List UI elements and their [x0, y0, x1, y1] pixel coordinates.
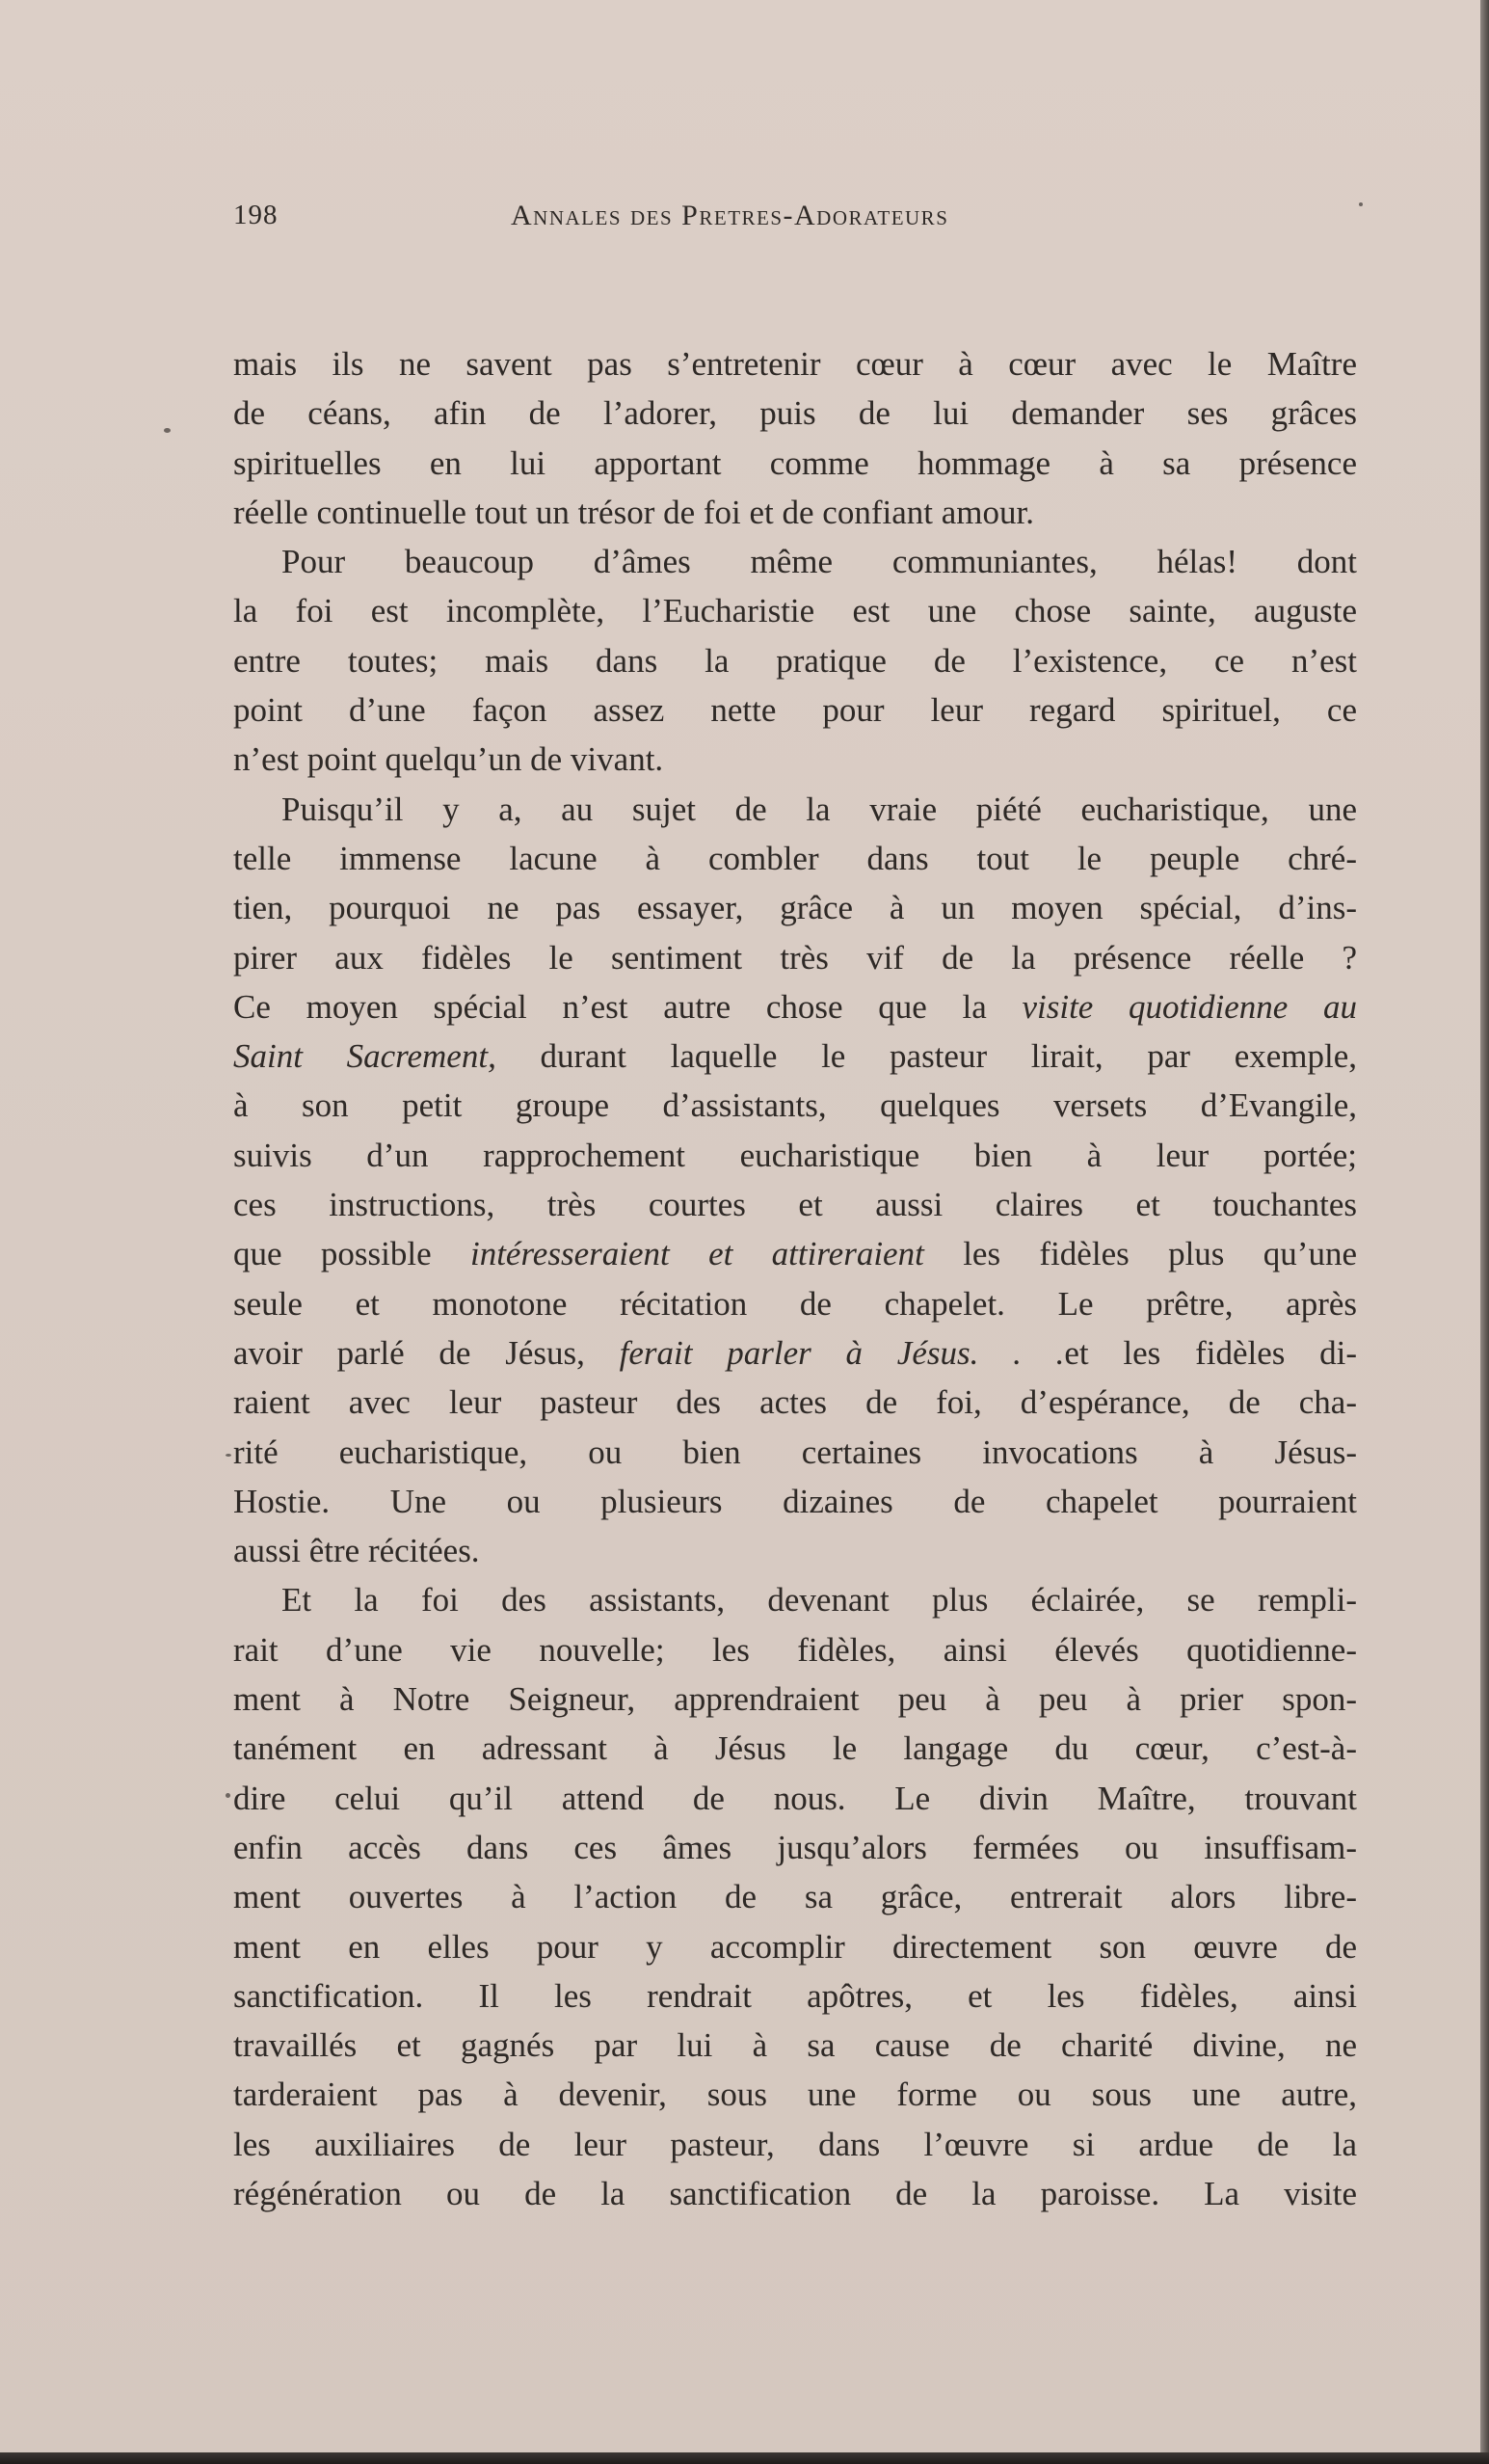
text-line	[233, 1575, 1357, 1624]
line-text: Pour beaucoup d’âmes même communiantes, hélas! dont	[281, 543, 1357, 581]
text-line	[233, 339, 1357, 388]
text-line	[233, 2021, 1357, 2070]
line-text: ment à Notre Seigneur, apprendraient peu à peu à prier spon-	[233, 1680, 1357, 1719]
line-text: travaillés et gagnés par lui à sa cause de charité divine, ne	[233, 2026, 1357, 2065]
text-line	[233, 586, 1357, 635]
line-text: à son petit groupe d’assistants, quelques versets d’Evangile,	[233, 1086, 1357, 1125]
line-text: rité eucharistique, ou bien certaines invocations à Jésus-	[233, 1433, 1357, 1471]
text-line	[233, 1378, 1357, 1427]
line-text: pirer aux fidèles le sentiment très vif de la présence réelle ?	[233, 938, 1357, 977]
line-text: de céans, afin de l’adorer, puis de lui demander ses grâces	[233, 394, 1357, 433]
line-text: aussi être récitées.	[233, 1532, 480, 1570]
text-line	[233, 1180, 1357, 1229]
text-line	[233, 1823, 1357, 1872]
text-line	[233, 2120, 1357, 2169]
page-speck	[164, 428, 171, 433]
text-line	[233, 1081, 1357, 1130]
text-line	[233, 537, 1357, 586]
text-line	[233, 1328, 1357, 1378]
page-edge-right	[1480, 0, 1489, 2464]
line-text: avoir parlé de Jésus,	[233, 1333, 620, 1372]
text-line	[233, 834, 1357, 883]
page-edge-bottom	[0, 2452, 1489, 2464]
text-line	[233, 1526, 1357, 1575]
line-text: ces instructions, très courtes et aussi claires et touchantes	[233, 1186, 1357, 1224]
text-line	[233, 735, 1357, 784]
line-text: point d’une façon assez nette pour leur regard spirituel, ce	[233, 691, 1357, 730]
line-text: et les fidèles di-	[1064, 1333, 1357, 1372]
body-text	[233, 339, 1357, 2218]
line-text: enfin accès dans ces âmes jusqu’alors fermées ou insuffisam-	[233, 1828, 1357, 1866]
running-title: Annales des Pretres-Adorateurs	[511, 200, 949, 231]
text-line	[233, 636, 1357, 685]
line-text: raient avec leur pasteur des actes de foi, d’espérance, de cha-	[233, 1383, 1357, 1422]
text-line	[233, 1872, 1357, 1921]
italic-text: ferait parler à Jésus. . .	[619, 1333, 1065, 1372]
text-line	[233, 1971, 1357, 2021]
page-speck	[226, 1793, 230, 1798]
text-line	[233, 1724, 1357, 1773]
text-line	[233, 2070, 1357, 2119]
line-text: Ce moyen spécial n’est autre chose que la	[233, 987, 1023, 1026]
text-line	[233, 1229, 1357, 1278]
line-text: dire celui qu’il attend de nous. Le divin Maître, trouvant	[233, 1779, 1357, 1817]
line-text: les fidèles plus qu’une	[923, 1235, 1357, 1273]
line-text: régénération ou de la sanctification de la paroisse. La visite	[233, 2174, 1357, 2212]
text-line	[233, 1031, 1357, 1081]
text-line	[233, 685, 1357, 735]
line-text: réelle continuelle tout un trésor de foi et de confiant amour.	[233, 493, 1034, 531]
line-text: Hostie. Une ou plusieurs dizaines de chapelet pourraient	[233, 1482, 1357, 1520]
line-text: telle immense lacune à combler dans tout le peuple chré-	[233, 839, 1357, 877]
text-line	[233, 1428, 1357, 1477]
line-text: mais ils ne savent pas s’entretenir cœur à cœur avec le Maître	[233, 345, 1357, 383]
line-text: la foi est incomplète, l’Eucharistie est une chose sainte, auguste	[233, 592, 1357, 630]
italic-text: intéresseraient et attireraient	[469, 1235, 924, 1273]
line-text: Et la foi des assistants, devenant plus éclairée, se rempli-	[281, 1581, 1357, 1620]
text-line	[233, 1774, 1357, 1823]
italic-text: Saint Sacrement,	[233, 1037, 496, 1076]
text-line	[233, 1131, 1357, 1180]
text-line	[233, 982, 1357, 1031]
line-text: spirituelles en lui apportant comme hommage à sa présence	[233, 443, 1357, 482]
line-text: ment ouvertes à l’action de sa grâce, entrerait alors libre-	[233, 1878, 1357, 1916]
page-speck	[226, 1454, 231, 1457]
line-text: suivis d’un rapprochement eucharistique bien à leur portée;	[233, 1136, 1357, 1174]
text-line	[233, 1674, 1357, 1724]
line-text: tien, pourquoi ne pas essayer, grâce à un moyen spécial, d’ins-	[233, 889, 1357, 927]
line-text: n’est point quelqu’un de vivant.	[233, 740, 664, 779]
line-text: entre toutes; mais dans la pratique de l’existence, ce n’est	[233, 641, 1357, 680]
line-text: sanctification. Il les rendrait apôtres, et les fidèles, ainsi	[233, 1976, 1357, 2015]
line-text: durant laquelle le pasteur lirait, par exemple,	[495, 1037, 1357, 1076]
text-line	[233, 883, 1357, 932]
text-line	[233, 1279, 1357, 1328]
text-line	[233, 2169, 1357, 2218]
text-line	[233, 439, 1357, 488]
page-speck	[1359, 202, 1363, 206]
text-line	[233, 1477, 1357, 1526]
line-text: Puisqu’il y a, au sujet de la vraie piété eucharistique, une	[281, 790, 1357, 828]
text-line	[233, 388, 1357, 438]
text-line	[233, 933, 1357, 982]
text-line	[233, 1625, 1357, 1674]
line-text: les auxiliaires de leur pasteur, dans l’œuvre si ardue de la	[233, 2125, 1357, 2163]
text-line	[233, 785, 1357, 834]
text-line	[233, 1922, 1357, 1971]
text-line	[233, 488, 1357, 537]
line-text: que possible	[233, 1235, 470, 1273]
line-text: seule et monotone récitation de chapelet. Le prêtre, après	[233, 1284, 1357, 1323]
line-text: rait d’une vie nouvelle; les fidèles, ainsi élevés quotidienne-	[233, 1630, 1357, 1669]
page-header	[233, 200, 1081, 238]
italic-text: visite quotidienne au	[1022, 987, 1357, 1026]
line-text: tarderaient pas à devenir, sous une forme ou sous une autre,	[233, 2076, 1357, 2114]
line-text: ment en elles pour y accomplir directement son œuvre de	[233, 1927, 1357, 1966]
page-number: 198	[233, 200, 279, 230]
line-text: tanément en adressant à Jésus le langage du cœur, c’est-à-	[233, 1729, 1357, 1768]
